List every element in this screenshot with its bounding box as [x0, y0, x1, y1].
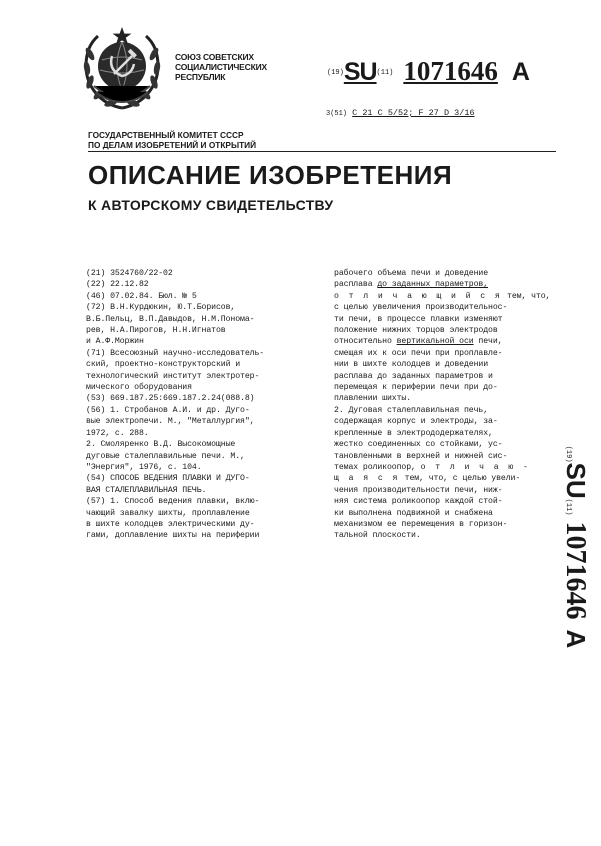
- text-line: 2. Дуговая сталеплавильная печь,: [334, 405, 489, 415]
- field-code-19: (19): [564, 445, 572, 463]
- claims-column: [334, 268, 560, 542]
- text-line: тановленными в верхней и нижней сис-: [334, 451, 508, 461]
- text-line: механизмом ее перемещения в горизон-: [334, 519, 508, 529]
- text-line: жестко соединенных со стойками, ус-: [334, 440, 503, 450]
- side-patent-number: [553, 422, 597, 672]
- document-title: ОПИСАНИЕ ИЗОБРЕТЕНИЯ: [88, 160, 453, 190]
- state-emblem-icon: [78, 24, 166, 112]
- text-line: смещая их к оси печи при проплавле-: [334, 348, 503, 358]
- field-code-11: (11): [376, 69, 394, 77]
- text-span: печи,: [473, 337, 503, 347]
- state-name: [175, 52, 267, 82]
- text-line: (53) 669.187.25:669.187.2.24(088.8): [86, 394, 255, 404]
- text-line: в шихте колодцев электрическими ду-: [86, 519, 255, 529]
- state-name-line: СОЮЗ СОВЕТСКИХ: [175, 52, 254, 62]
- text-line: (46) 07.02.84. Бюл. № 5: [86, 291, 197, 301]
- text-line: ВАЯ СТАЛЕПЛАВИЛЬНАЯ ПЕЧЬ.: [86, 485, 207, 495]
- committee-line: ПО ДЕЛАМ ИЗОБРЕТЕНИЙ И ОТКРЫТИЙ: [88, 140, 257, 150]
- document-subtitle: К АВТОРСКОМУ СВИДЕТЕЛЬСТВУ: [88, 197, 334, 213]
- text-span: расплава: [334, 280, 378, 290]
- patent-number-header: [327, 56, 530, 87]
- underlined-span: вертикальной оси: [396, 337, 474, 347]
- emphasis-span: щ а я с я: [334, 474, 400, 484]
- ipc-code: 3(51): [326, 110, 348, 118]
- text-line: положение нижних торцов электродов: [334, 326, 498, 336]
- text-line: [334, 291, 560, 302]
- text-line: няя система роликоопор каждой стой-: [334, 497, 503, 507]
- text-line: (56) 1. Стробанов А.И. и др. Дуго-: [86, 405, 250, 415]
- text-line: тальной плоскости.: [334, 531, 421, 541]
- text-line: и А.Ф.Моржин: [86, 337, 144, 347]
- state-name-line: РЕСПУБЛИК: [175, 72, 226, 82]
- text-span: темах роликоопор,: [334, 462, 421, 472]
- field-code-19: (19): [327, 69, 344, 77]
- text-line: технологический институт электротер-: [86, 371, 260, 381]
- text-line: [334, 279, 560, 290]
- emphasis-span: о т л и ч а ю -: [420, 462, 531, 472]
- text-line: нии в шихте колодцев и доведении: [334, 360, 489, 370]
- text-line: ки выполнена подвижной и снабжена: [334, 508, 493, 518]
- patent-kind: A: [511, 58, 530, 86]
- text-line: гами, доплавление шихты на периферии: [86, 531, 260, 541]
- text-span: относительно: [334, 337, 397, 347]
- text-line: рев, Н.А.Пирогов, Н.Н.Игнатов: [86, 326, 226, 336]
- text-line: перемещая к периферии печи при до-: [334, 383, 498, 393]
- text-line: с целью увеличения производительнос-: [334, 303, 508, 313]
- patent-number: 1071646: [560, 521, 591, 620]
- header-divider: [88, 151, 556, 152]
- text-span: тем, что, с целью увели-: [399, 474, 521, 484]
- text-line: рабочего объема печи и доведение: [334, 269, 489, 278]
- committee-line: ГОСУДАРСТВЕННЫЙ КОМИТЕТ СССР: [88, 130, 244, 140]
- text-line: [334, 462, 560, 473]
- patent-kind: A: [561, 629, 591, 649]
- text-line: [334, 473, 560, 484]
- ipc-classification: [326, 108, 475, 118]
- text-line: дуговые сталеплавильные печи. М.,: [86, 451, 245, 461]
- patent-country: SU: [343, 58, 377, 86]
- text-line: В.Б.Пельц, В.П.Давыдов, Н.М.Пономa-: [86, 314, 255, 324]
- patent-country: SU: [561, 462, 591, 499]
- text-line: ти печи, в процессе плавки изменяют: [334, 314, 503, 324]
- emphasis-span: о т л и ч а ю щ и й с я: [334, 291, 503, 301]
- text-line: "Энергия", 1976, с. 104.: [86, 462, 202, 472]
- text-line: содержащая корпус и электроды, за-: [334, 417, 498, 427]
- text-line: чения производительности печи, ниж-: [334, 485, 503, 495]
- text-line: крепленные в электрододержателях,: [334, 428, 493, 438]
- text-line: 2. Смоляренко В.Д. Высокомощные: [86, 440, 236, 450]
- text-line: (22) 22.12.82: [86, 280, 149, 290]
- text-line: расплава до заданных параметров и: [334, 371, 493, 381]
- text-line: ский, проектно-конструкторский и: [86, 360, 241, 370]
- text-line: (21) 3524760/22-02: [86, 269, 173, 278]
- patent-number: 1071646: [403, 56, 498, 86]
- text-line: плавлении шихты.: [334, 394, 412, 404]
- text-line: 1972, с. 288.: [86, 428, 149, 438]
- text-line: [334, 336, 560, 347]
- ipc-value: C 21 C 5/52; F 27 D 3/16: [352, 108, 475, 118]
- committee-name: [88, 130, 256, 150]
- text-line: (57) 1. Способ ведения плавки, вклю-: [86, 497, 260, 507]
- text-line: мического оборудования: [86, 383, 192, 393]
- bibliographic-column: [86, 268, 326, 542]
- text-span: тем, что,: [502, 291, 551, 301]
- text-line: (72) В.Н.Курдюкин, Ю.Т.Борисов,: [86, 303, 236, 313]
- text-line: (54) СПОСОБ ВЕДЕНИЯ ПЛАВКИ И ДУГО-: [86, 474, 250, 484]
- underlined-span: до заданных параметров,: [377, 280, 489, 290]
- state-name-line: СОЦИАЛИСТИЧЕСКИХ: [175, 62, 267, 72]
- field-code-11: (11): [564, 498, 572, 516]
- text-line: (71) Всесоюзный научно-исследователь-: [86, 348, 265, 358]
- text-line: вые электропечи. М., "Металлургия",: [86, 417, 255, 427]
- text-line: чающий завалку шихты, проплавление: [86, 508, 250, 518]
